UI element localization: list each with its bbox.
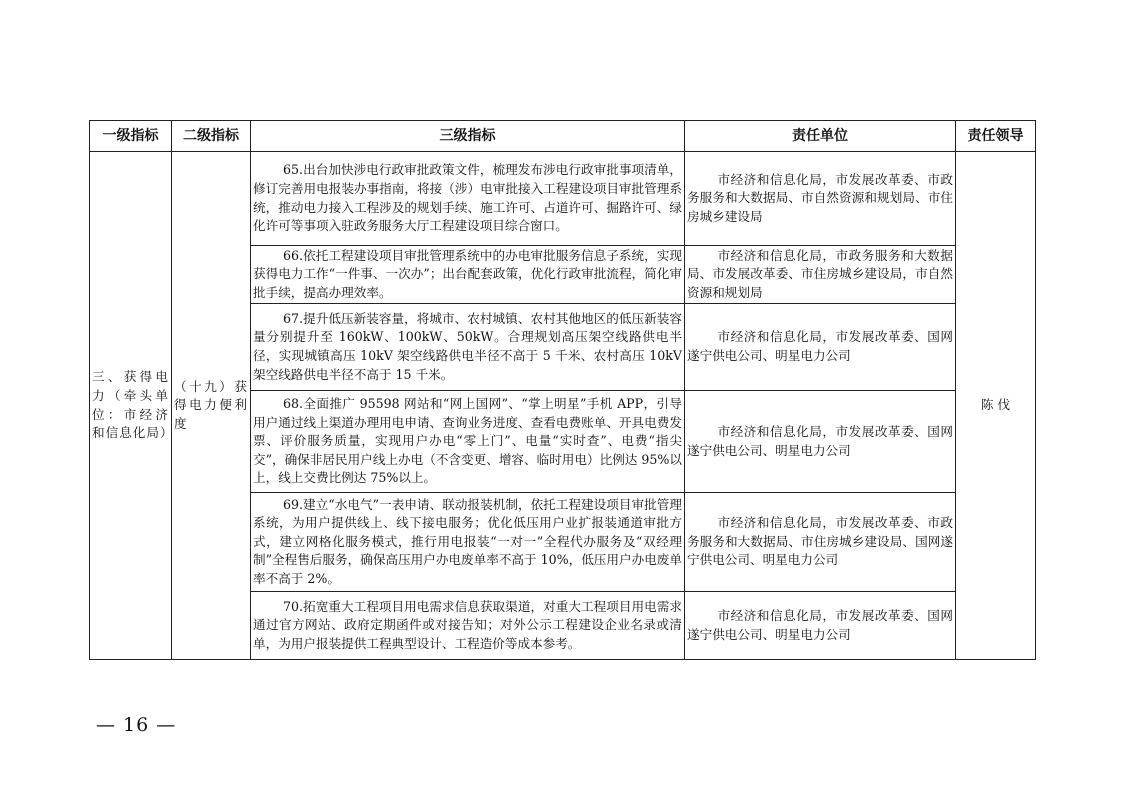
header-responsible-leader: 责任领导	[956, 121, 1036, 152]
responsible-units: 市经济和信息化局，市发展改革委、市政务服务和大数据局、市住房城乡建设局、国网遂宁供电公司、明星电力公司	[685, 493, 956, 592]
table-row	[90, 152, 1036, 246]
header-responsible-unit: 责任单位	[685, 121, 956, 152]
header-level3: 三级指标	[251, 121, 685, 152]
level3-indicator: 66.依托工程建设项目审批管理系统中的办电审批服务信息子系统，实现获得电力工作“一件事、一次办”；出台配套政策，优化行政审批流程，简化审批手续，提高办理效率。	[251, 246, 685, 304]
responsible-leader: 陈 伐	[956, 152, 1036, 660]
level3-indicator: 65.出台加快涉电行政审批政策文件，梳理发布涉电行政审批事项清单，修订完善用电报装办事指南，将接（涉）电审批接入工程建设项目审批管理系统，推动电力接入工程涉及的规划手续、施工许可、占道许可、掘路许可、绿化许可等事项入驻政务服务大厅工程建设项目综合窗口。	[251, 152, 685, 246]
level3-indicator: 67.提升低压新装容量，将城市、农村城镇、农村其他地区的低压新装容量分别提升至 160kW、100kW、50kW。合理规划高压架空线路供电半径，实现城镇高压 10kV 架空线路供电半径不高于 5 千米、农村高压 10kV 架空线路供电半径不高于 15 千米。	[251, 304, 685, 391]
level3-indicator: 68.全面推广 95598 网站和“网上国网”、“掌上明星”手机 APP，引导用户通过线上渠道办理用电申请、查询业务进度、查看电费账单、开具电费发票、评价服务质量，实现用户办电“零上门”、电量“实时查”、电费“指尖交”，确保非居民用户线上办电（不含变更、增容、临时用电）比例达 95%以上，线上交费比例达 75%以上。	[251, 391, 685, 493]
responsible-units: 市经济和信息化局，市发展改革委、市政务服务和大数据局、市自然资源和规划局、市住房城乡建设局	[685, 152, 956, 246]
header-level2: 二级指标	[172, 121, 251, 152]
header-level1: 一级指标	[90, 121, 172, 152]
responsible-units: 市经济和信息化局，市政务服务和大数据局、市发展改革委、市住房城乡建设局，市自然资源和规划局	[685, 246, 956, 304]
responsible-units: 市经济和信息化局，市发展改革委、国网遂宁供电公司、明星电力公司	[685, 391, 956, 493]
responsible-units: 市经济和信息化局，市发展改革委、国网遂宁供电公司、明星电力公司	[685, 304, 956, 391]
indicator-table	[89, 120, 1036, 660]
level1-indicator: 三、获得电力（牵头单位：市经济和信息化局）	[90, 152, 172, 660]
level2-indicator: （十九）获得电力便利度	[172, 152, 251, 660]
page-number: — 16 —	[96, 714, 177, 736]
table-header-row	[90, 121, 1036, 152]
level3-indicator: 70.拓宽重大工程项目用电需求信息获取渠道，对重大工程项目用电需求通过官方网站、政府定期函件或对接告知；对外公示工程建设企业名录或清单，为用户报装提供工程典型设计、工程造价等成本参考。	[251, 592, 685, 660]
level3-indicator: 69.建立“水电气”一表申请、联动报装机制，依托工程建设项目审批管理系统，为用户提供线上、线下接电服务；优化低压用户业扩报装通道审批方式，建立网格化服务模式，推行用电报装“一对一”全程代办服务及“双经理制”全程售后服务，确保高压用户办电废单率不高于 10%，低压用户办电废单率不高于 2%。	[251, 493, 685, 592]
responsible-units: 市经济和信息化局，市发展改革委、国网遂宁供电公司、明星电力公司	[685, 592, 956, 660]
